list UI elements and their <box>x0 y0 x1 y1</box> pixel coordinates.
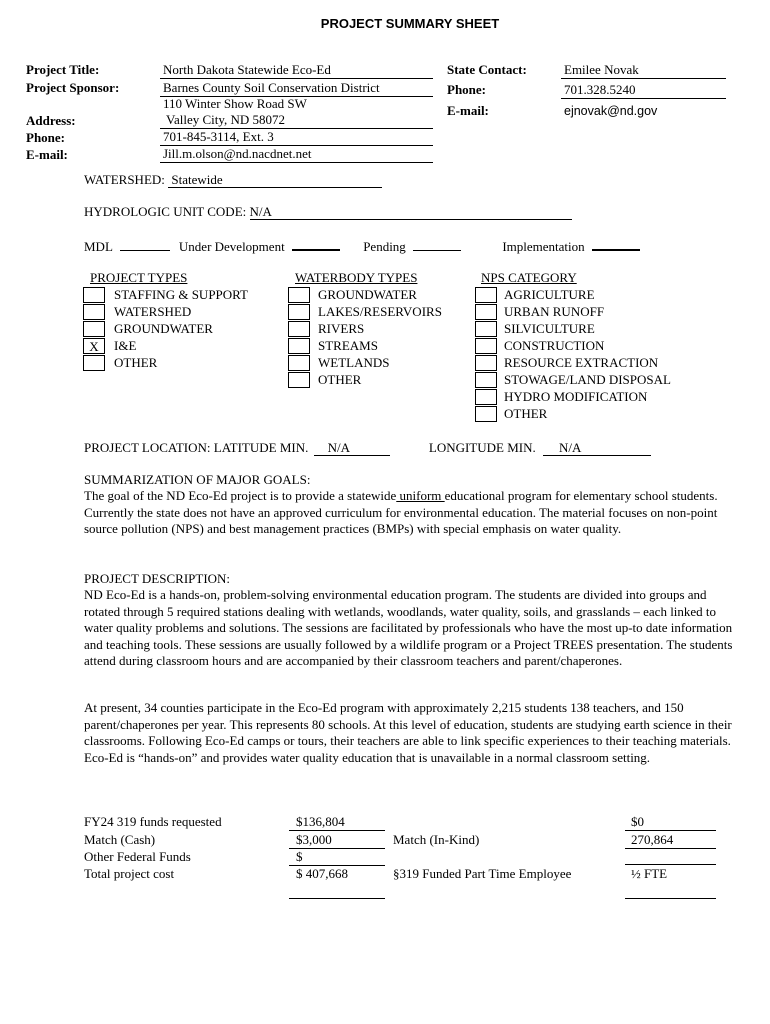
checkbox-silviculture[interactable] <box>475 321 497 337</box>
phone-value: 701-845-3114, Ext. 3 <box>160 129 433 146</box>
label-resource-extraction: RESOURCE EXTRACTION <box>504 355 659 370</box>
label-groundwater-type: GROUNDWATER <box>114 321 213 336</box>
checkbox-resource-extraction[interactable] <box>475 355 497 371</box>
label-construction: CONSTRUCTION <box>504 338 605 353</box>
label-wetlands: WETLANDS <box>318 355 390 370</box>
checkbox-rivers[interactable] <box>288 321 310 337</box>
nps-category-heading: NPS CATEGORY <box>481 270 577 285</box>
checkbox-groundwater-body[interactable] <box>288 287 310 303</box>
label-hydro-modification: HYDRO MODIFICATION <box>504 389 648 404</box>
watershed-value: Statewide <box>168 173 382 188</box>
total-cost-underline <box>289 884 385 899</box>
total-cost-value: $ 407,668 <box>296 866 348 881</box>
label-stowage-land-disposal: STOWAGE/LAND DISPOSAL <box>504 372 671 387</box>
checkbox-groundwater-type[interactable] <box>83 321 105 337</box>
right-value-2: 270,864 <box>625 832 716 849</box>
state-email-label: E-mail: <box>447 103 489 118</box>
under-development-blank <box>292 237 340 251</box>
other-federal-value: $ <box>289 849 385 866</box>
total-cost-label: Total project cost <box>84 866 175 881</box>
label-urban-runoff: URBAN RUNOFF <box>504 304 605 319</box>
mdl-label: MDL <box>84 239 113 254</box>
page-title: PROJECT SUMMARY SHEET <box>320 16 500 31</box>
checkbox-ie[interactable]: X <box>83 338 105 354</box>
right-value-4: ½ FTE <box>631 866 668 881</box>
status-row <box>84 237 640 255</box>
checkbox-agriculture[interactable] <box>475 287 497 303</box>
checkbox-wetlands[interactable] <box>288 355 310 371</box>
watershed-label: WATERSHED: <box>84 172 165 187</box>
email-label: E-mail: <box>26 147 68 162</box>
label-watershed: WATERSHED <box>114 304 192 319</box>
state-phone-label: Phone: <box>447 82 486 97</box>
checkbox-staffing-support[interactable] <box>83 287 105 303</box>
checkbox-lakes-reservoirs[interactable] <box>288 304 310 320</box>
label-other-waterbody: OTHER <box>318 372 362 387</box>
project-title-value: North Dakota Statewide Eco-Ed <box>160 62 433 79</box>
address-line1: 110 Winter Show Road SW <box>163 96 307 111</box>
implementation-label: Implementation <box>502 239 585 254</box>
under-development-label: Under Development <box>178 239 285 254</box>
project-sponsor-value: Barnes County Soil Conservation District <box>160 80 433 97</box>
label-lakes-reservoirs: LAKES/RESERVOIRS <box>318 304 442 319</box>
checkbox-stowage-land-disposal[interactable] <box>475 372 497 388</box>
checkbox-other-nps[interactable] <box>475 406 497 422</box>
checkbox-hydro-modification[interactable] <box>475 389 497 405</box>
state-contact-value: Emilee Novak <box>561 62 726 79</box>
waterbody-types-heading: WATERBODY TYPES <box>295 270 418 285</box>
match-cash-label: Match (Cash) <box>84 832 156 847</box>
checkbox-other-type[interactable] <box>83 355 105 371</box>
other-federal-label: Other Federal Funds <box>84 849 191 864</box>
match-cash-value: $3,000 <box>289 832 385 849</box>
right-value-3 <box>625 849 716 865</box>
right-value-1: $0 <box>625 814 716 831</box>
mdl-blank <box>120 238 170 251</box>
label-agriculture: AGRICULTURE <box>504 287 595 302</box>
email-value: Jill.m.olson@nd.nacdnet.net <box>160 146 433 163</box>
goals-heading: SUMMARIZATION OF MAJOR GOALS: <box>84 472 311 487</box>
latitude-label: PROJECT LOCATION: LATITUDE MIN. <box>84 440 309 455</box>
label-other-nps: OTHER <box>504 406 548 421</box>
project-sponsor-label: Project Sponsor: <box>26 80 120 95</box>
label-staffing-support: STAFFING & SUPPORT <box>114 287 248 302</box>
description-heading: PROJECT DESCRIPTION: <box>84 571 231 586</box>
label-ie: I&E <box>114 338 137 353</box>
label-streams: STREAMS <box>318 338 378 353</box>
checkbox-construction[interactable] <box>475 338 497 354</box>
description-paragraph-2: At present, 34 counties participate in the Eco-Ed program with approximately 2,215 students 138 teachers, and 150 parent/chaperones per year. This represents 80 schools. At this level of education, students are studying earth science in their classrooms. Following Eco-Ed camps or tours, their teachers are able to link specific experiences to their teaching materials. Eco-Ed is “hands-on” and provides water quality education that is unavailable in a normal classroom setting. <box>84 700 732 765</box>
fy-funds-label: FY24 319 funds requested <box>84 814 222 829</box>
label-groundwater-body: GROUNDWATER <box>318 287 417 302</box>
state-phone-value: 701.328.5240 <box>561 82 726 99</box>
label-silviculture: SILVICULTURE <box>504 321 595 336</box>
huc-row <box>84 204 572 220</box>
right-value-underline <box>625 884 716 899</box>
latitude-value: N/A <box>314 441 390 456</box>
label-rivers: RIVERS <box>318 321 365 336</box>
huc-label: HYDROLOGIC UNIT CODE: <box>84 204 247 219</box>
huc-value: N/A <box>250 205 572 220</box>
pending-label: Pending <box>363 239 406 254</box>
description-paragraph-1: ND Eco-Ed is a hands-on, problem-solving environmental education program. The students are divided into groups and rotated through 5 required stations dealing with wetlands, woodlands, water quality, soils, and grasslands – each linked to water quality problems and solutions. The sessions are facilitated by professionals who have the most up-to date information and teaching tools. These sessions are usually followed by a wildlife program or a Project TREES presentation. The students attend during classroom hours and are accompanied by their classroom teachers and parent/chaperones. <box>84 587 733 669</box>
fy-funds-value: $136,804 <box>289 814 385 831</box>
match-inkind-label: Match (In-Kind) <box>393 832 480 847</box>
phone-label: Phone: <box>26 130 65 145</box>
state-email-value: ejnovak@nd.gov <box>564 104 658 118</box>
checkbox-watershed[interactable] <box>83 304 105 320</box>
goals-text: The goal of the ND Eco-Ed project is to provide a statewide uniform educational program for elementary school students. Currently the state does not have an approved curriculum for environmental education. The material focuses on non-point source pollution (NPS) and best management practices (BMPs) with special emphasis on water quality. <box>84 488 718 537</box>
pending-blank <box>413 238 461 251</box>
checkbox-streams[interactable] <box>288 338 310 354</box>
implementation-blank <box>592 237 640 251</box>
address-label: Address: <box>26 113 76 128</box>
watershed-row <box>84 172 382 188</box>
state-contact-label: State Contact: <box>447 62 527 77</box>
label-other-type: OTHER <box>114 355 158 370</box>
location-row <box>84 440 651 456</box>
checkbox-other-waterbody[interactable] <box>288 372 310 388</box>
employee-label: §319 Funded Part Time Employee <box>393 866 572 881</box>
longitude-value: N/A <box>543 441 651 456</box>
address-line2: Valley City, ND 58072 <box>160 112 433 129</box>
project-title-label: Project Title: <box>26 62 100 77</box>
project-types-heading: PROJECT TYPES <box>90 270 188 285</box>
longitude-label: LONGITUDE MIN. <box>428 440 536 455</box>
checkbox-urban-runoff[interactable] <box>475 304 497 320</box>
